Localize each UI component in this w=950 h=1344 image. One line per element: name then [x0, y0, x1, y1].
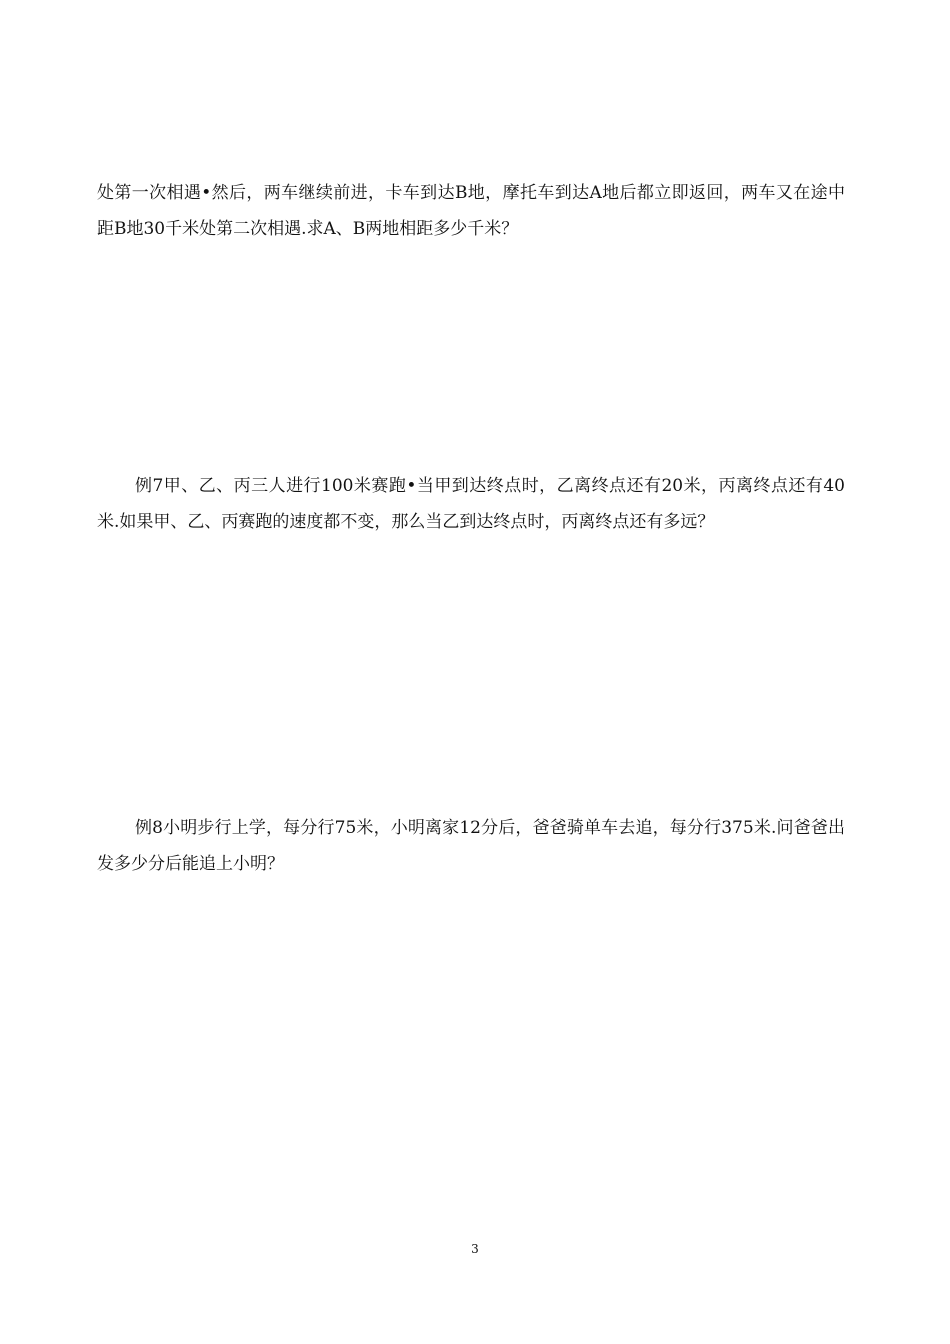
example-8-paragraph: 例8小明步行上学，每分行75米，小明离家12分后，爸爸骑单车去追，每分行375米.问爸爸出发多少分后能追上小明？ [97, 818, 845, 874]
problem-continuation-paragraph: 处第一次相遇•然后，两车继续前进，卡车到达B地，摩托车到达A地后都立即返回，两车又在途中距B地30千米处第二次相遇.求A、B两地相距多少千米？ [97, 183, 845, 239]
example-7-paragraph: 例7甲、乙、丙三人进行100米赛跑•当甲到达终点时，乙离终点还有20米，丙离终点还有40米.如果甲、乙、丙赛跑的速度都不变，那么当乙到达终点时，丙离终点还有多远？ [97, 476, 845, 532]
page-number: 3 [471, 1242, 479, 1256]
